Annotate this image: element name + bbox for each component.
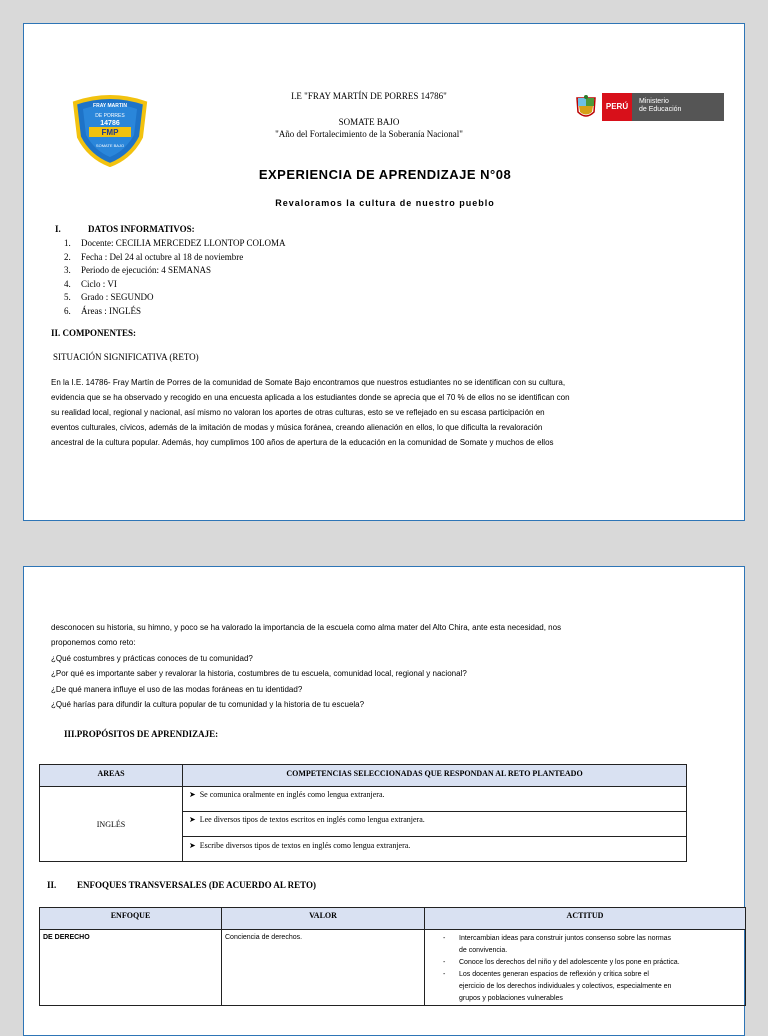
actitud-item xyxy=(425,969,745,1005)
actitud-item xyxy=(425,933,745,957)
table-header-row xyxy=(40,908,746,930)
actitud-text: Intercambian ideas para construir juntos consenso sobre las normas xyxy=(459,935,672,942)
datos-item-number: 6. xyxy=(64,305,71,316)
datos-item xyxy=(64,237,285,251)
section-1-number: I. xyxy=(55,224,61,234)
crest-text-line-4: FMP xyxy=(101,128,119,137)
minedu-logo xyxy=(574,93,724,123)
actitud-text: Los docentes generan espacios de reflexión y crítica sobre el xyxy=(459,971,649,978)
datos-item-number: 4. xyxy=(64,278,71,289)
dash-bullet: - xyxy=(443,935,446,942)
datos-item xyxy=(64,278,285,292)
datos-item xyxy=(64,305,285,319)
section-1-heading: DATOS INFORMATIVOS: xyxy=(88,224,195,234)
table-row xyxy=(40,930,746,1006)
datos-item-text: Áreas : INGLÉS xyxy=(81,305,141,316)
school-crest-logo xyxy=(69,93,151,167)
arrow-bullet-icon: ➤ xyxy=(189,790,196,799)
peru-badge: PERÚ xyxy=(602,93,632,121)
actitud-text: de convivencia. xyxy=(459,947,508,954)
column-header-enfoque: ENFOQUE xyxy=(40,908,222,930)
paragraph-line: desconocen su historia, su himno, y poco se ha valorado la importancia de la escuela como alma mater del Alto Chira, ante esta necesidad, nos xyxy=(51,623,562,632)
competency-cell xyxy=(183,837,687,862)
question-line: ¿Qué costumbres y prácticas conoces de tu comunidad? xyxy=(51,653,253,663)
ministry-name xyxy=(632,93,724,121)
competency-cell xyxy=(183,787,687,812)
competency-text: Se comunica oralmente en inglés como lengua extranjera. xyxy=(199,790,385,799)
datos-item-text: Docente: CECILIA MERCEDEZ LLONTOP COLOMA xyxy=(81,238,286,248)
datos-item-text: Ciclo : VI xyxy=(81,278,117,289)
crest-text-line-3: 14786 xyxy=(100,120,120,127)
paragraph-line: En la I.E. 14786- Fray Martín de Porres de la comunidad de Somate Bajo encontramos que nuestros estudiantes no se identifican con su cultura, xyxy=(51,378,566,387)
actitud-text: Conoce los derechos del niño y del adolescente y los pone en práctica. xyxy=(459,959,680,966)
datos-item-text: Fecha : Del 24 al octubre al 18 de noviembre xyxy=(81,251,244,262)
dash-bullet: - xyxy=(443,971,446,978)
question-line: ¿De qué manera influye el uso de las modas foráneas en tu identidad? xyxy=(51,684,303,694)
document-title: EXPERIENCIA DE APRENDIZAJE N°08 xyxy=(258,167,512,182)
column-header-areas: AREAS xyxy=(40,765,183,787)
approaches-heading-number: II. xyxy=(47,880,57,890)
datos-list xyxy=(64,237,285,318)
purposes-table xyxy=(39,764,687,862)
actitud-text: grupos y poblaciones vulnerables xyxy=(459,995,563,1002)
paragraph-line: ancestral de la cultura popular. Además, hoy cumplimos 100 años de apertura de la educación en la comunidad de Somate y muchos de ellos xyxy=(51,438,554,447)
situation-paragraph xyxy=(51,375,570,450)
actitud-item xyxy=(425,957,745,969)
column-header-valor: VALOR xyxy=(222,908,425,930)
datos-item-number: 3. xyxy=(64,265,71,275)
school-name: I.E "FRAY MARTÍN DE PORRES 14786" xyxy=(291,91,447,101)
paragraph-line: su realidad local, regional y nacional, así mismo no valoran los aportes de otras culturas, esto se ve reflejado en su escasa participación en xyxy=(51,408,545,417)
datos-item-number: 1. xyxy=(64,238,71,248)
competency-text: Escribe diversos tipos de textos en inglés como lengua extranjera. xyxy=(199,841,411,850)
approaches-heading: ENFOQUES TRANSVERSALES (DE ACUERDO AL RETO) xyxy=(77,880,316,890)
arrow-bullet-icon: ➤ xyxy=(189,815,196,824)
datos-item-number: 2. xyxy=(64,251,71,262)
column-header-actitud: ACTITUD xyxy=(425,908,746,930)
crest-text-line-1: FRAY MARTIN xyxy=(93,103,127,109)
peru-coat-of-arms-icon xyxy=(574,94,598,120)
school-location: SOMATE BAJO xyxy=(338,117,400,127)
situation-heading: SITUACIÓN SIGNIFICATIVA (RETO) xyxy=(53,352,199,362)
ministry-name-line-1: Ministerio xyxy=(639,98,669,105)
question-line: ¿Qué harías para difundir la cultura popular de tu comunidad y la historia de tu escuela? xyxy=(51,700,365,710)
document-page-1 xyxy=(23,23,745,521)
table-header-row xyxy=(40,765,687,787)
arrow-bullet-icon: ➤ xyxy=(189,841,196,850)
document-subtitle: Revaloramos la cultura de nuestro pueblo xyxy=(275,198,495,208)
datos-item xyxy=(64,264,285,278)
paragraph-line: proponemos como reto: xyxy=(51,638,136,648)
valor-cell: Conciencia de derechos. xyxy=(222,930,425,1006)
enfoque-cell: DE DERECHO xyxy=(40,930,222,1006)
datos-item-text: Grado : SEGUNDO xyxy=(81,292,154,302)
ministry-name-line-2: de Educación xyxy=(639,106,682,113)
document-page-2 xyxy=(23,566,745,1036)
section-2-heading: II. COMPONENTES: xyxy=(51,328,137,338)
paragraph-line: eventos culturales, cívicos, además de la imitación de modas y música foránea, creando alienación en ellos, lo que dificulta la revaloración xyxy=(51,423,543,432)
area-cell: INGLÉS xyxy=(40,787,183,862)
section-3-heading: III.PROPÓSITOS DE APRENDIZAJE: xyxy=(64,729,219,739)
datos-item xyxy=(64,291,285,305)
datos-item xyxy=(64,251,285,265)
question-line: ¿Por qué es importante saber y revalorar la historia, costumbres de tu escuela, comunidad local, regional y nacional? xyxy=(51,669,467,679)
datos-item-text: Periodo de ejecución: 4 SEMANAS xyxy=(81,265,211,275)
challenge-paragraph xyxy=(51,620,561,712)
approaches-table xyxy=(39,907,746,1006)
actitud-text: ejercicio de los derechos individuales y colectivos, especialmente en xyxy=(459,983,672,990)
crest-text-line-5: SOMATE BAJO xyxy=(95,143,125,148)
competency-text: Lee diversos tipos de textos escritos en inglés como lengua extranjera. xyxy=(199,815,425,824)
column-header-competencias: COMPETENCIAS SELECCIONADAS QUE RESPONDAN AL RETO PLANTEADO xyxy=(183,765,687,787)
year-motto: "Año del Fortalecimiento de la Soberanía Nacional" xyxy=(275,129,463,139)
dash-bullet: - xyxy=(443,959,446,966)
actitud-cell xyxy=(425,930,746,1006)
crest-text-line-2: DE PORRES xyxy=(95,113,125,119)
table-row xyxy=(40,787,687,812)
competency-cell xyxy=(183,812,687,837)
paragraph-line: evidencia que se ha observado y recogido en una encuesta aplicada a los estudiantes donde se aprecia que el 70 % de ellos no se identifican con xyxy=(51,393,570,402)
datos-item-number: 5. xyxy=(64,292,71,302)
